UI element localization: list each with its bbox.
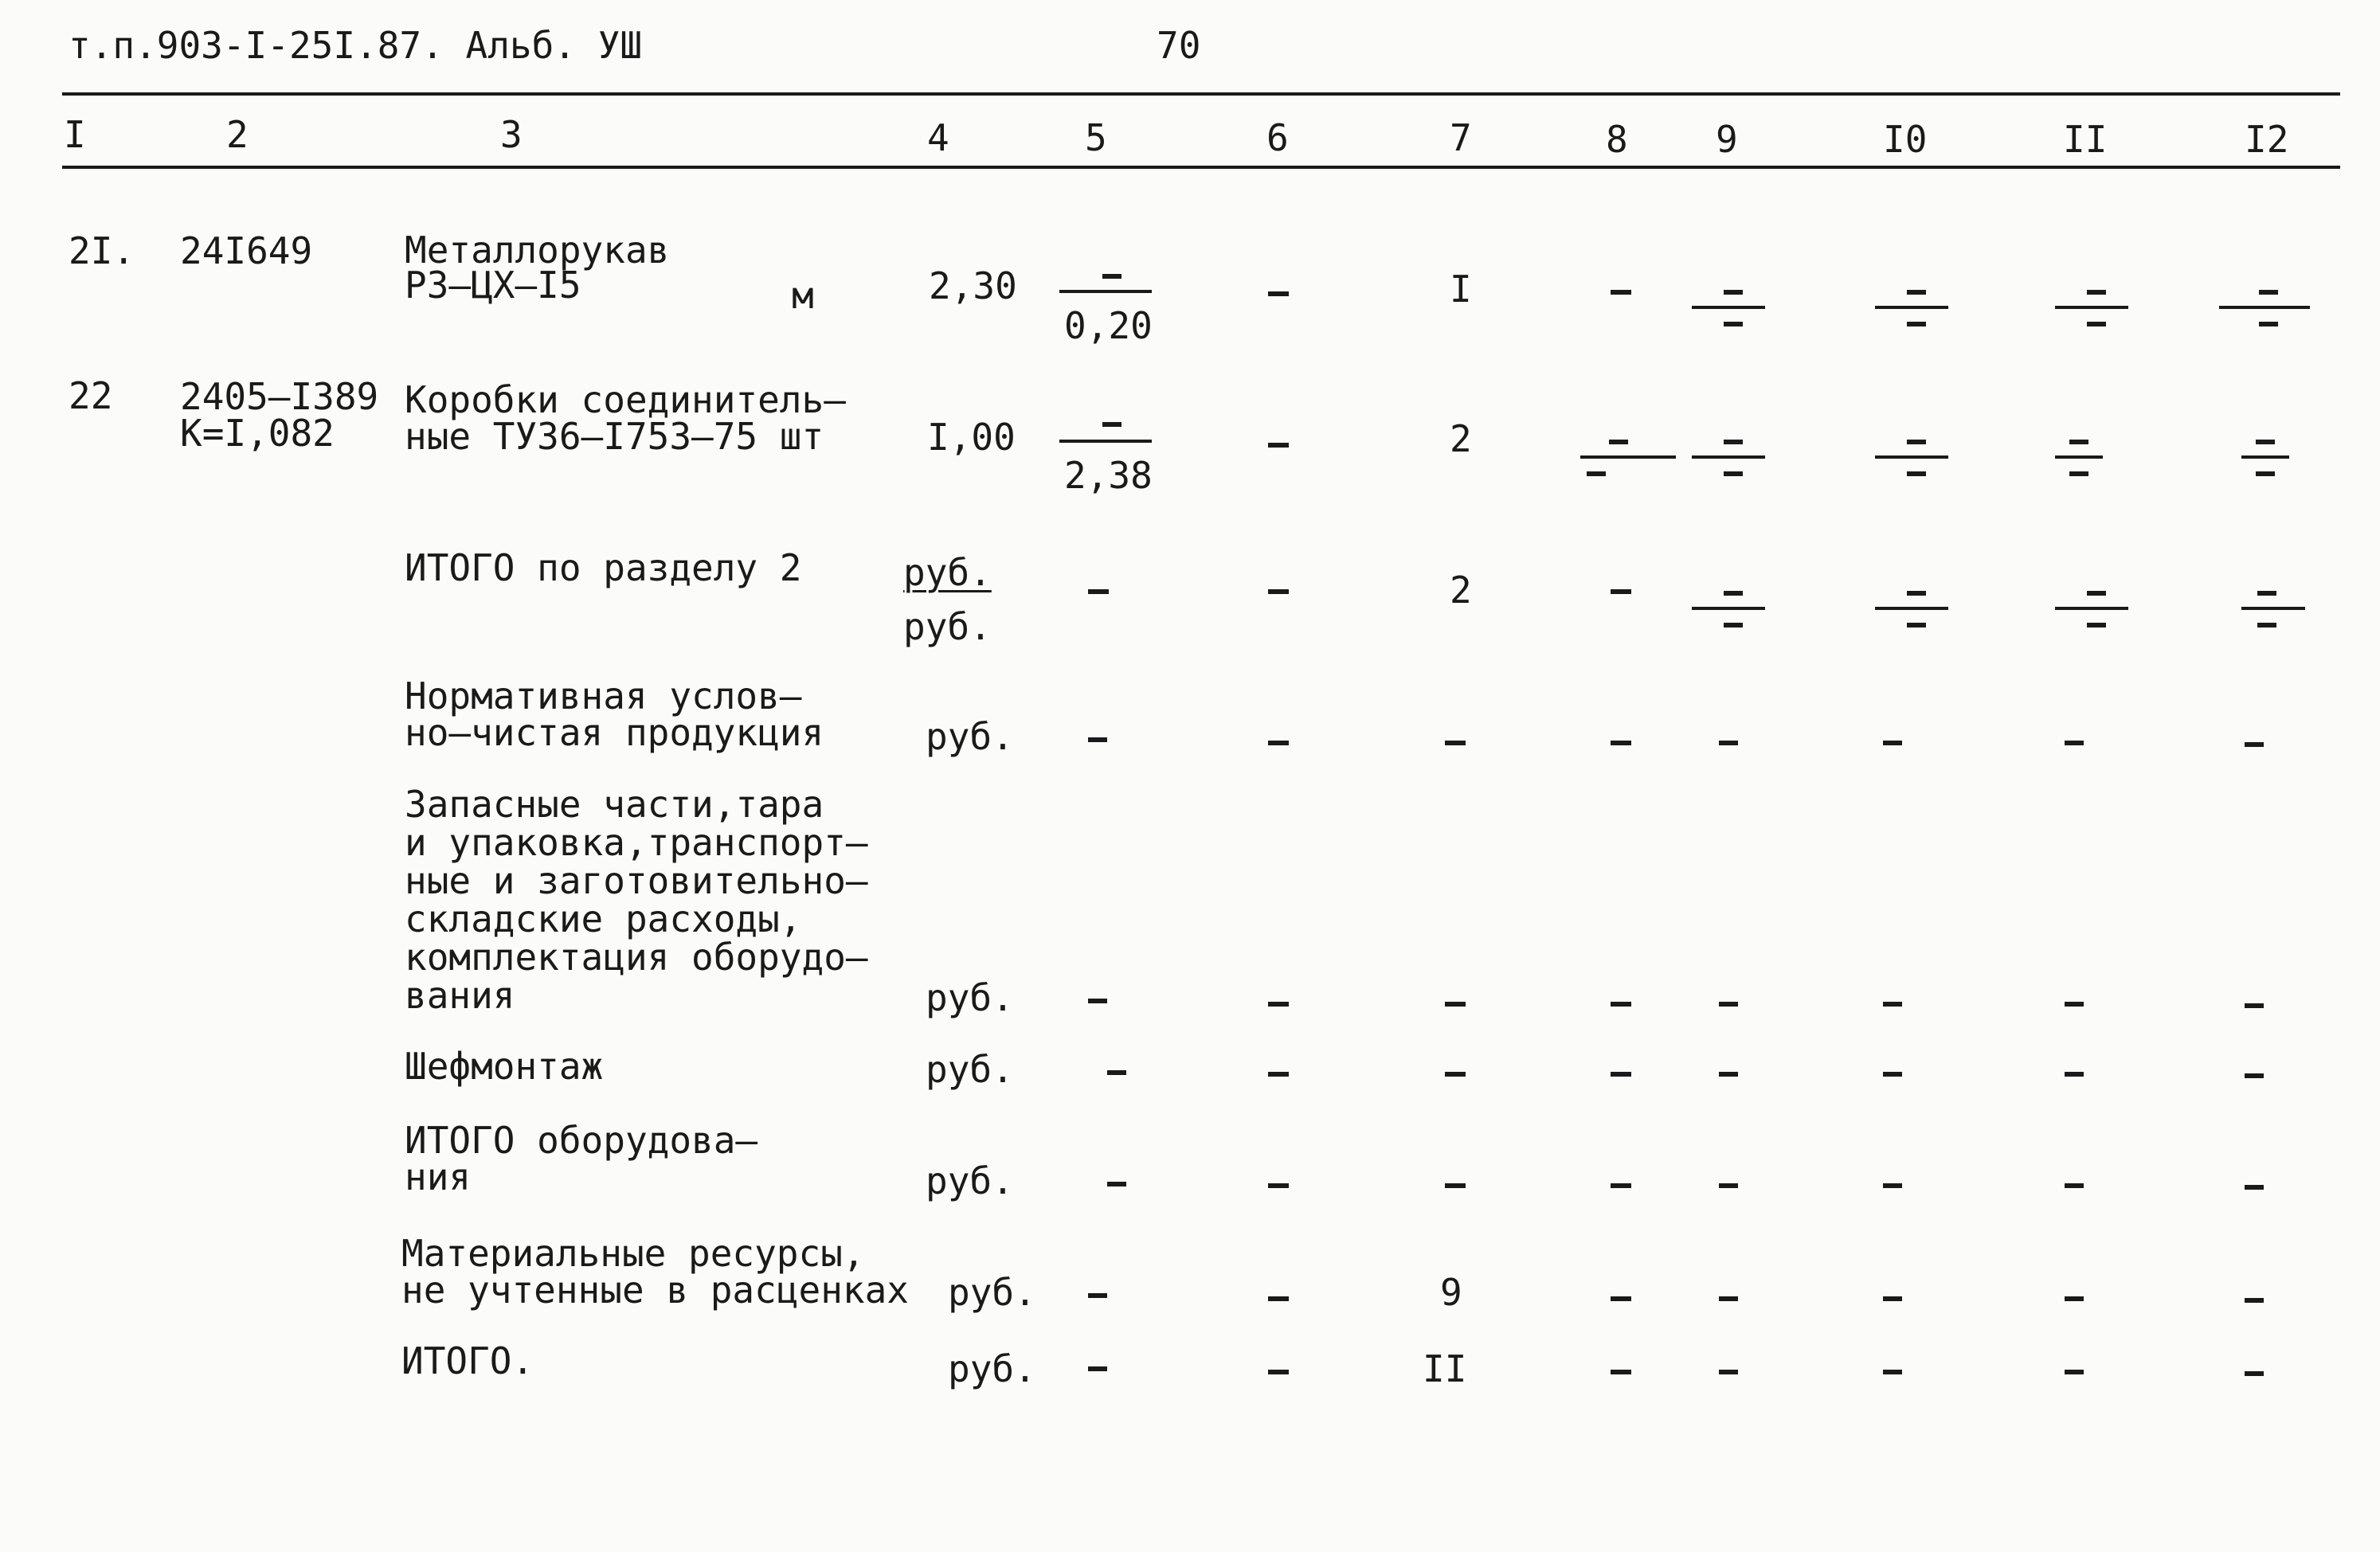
- dash: [1719, 1370, 1738, 1374]
- dash: [1719, 1296, 1738, 1301]
- row-label-line-2: ния: [405, 1155, 472, 1198]
- column-header-6: 6: [1266, 116, 1289, 159]
- column-7-value: II: [1423, 1347, 1467, 1390]
- column-7-value: 2: [1450, 417, 1472, 460]
- fraction-dash-group: [1692, 290, 1765, 330]
- row-label-line-1: Материальные ресурсы,: [401, 1232, 865, 1275]
- page-number: 70: [1157, 24, 1201, 67]
- dash: [1611, 741, 1631, 745]
- dash: [2245, 1371, 2264, 1376]
- fraction-top-dash: [1102, 274, 1121, 279]
- dash: [1611, 1296, 1631, 1301]
- dash: [2245, 1073, 2264, 1078]
- fraction-dash-group: [2055, 290, 2128, 330]
- dash: [1268, 1002, 1289, 1007]
- dash: [2245, 1003, 2264, 1008]
- fraction-dash-group: [1875, 591, 1948, 631]
- fraction-bar: [1059, 440, 1152, 443]
- column-header-4: 4: [927, 116, 949, 159]
- dash: [1268, 1296, 1289, 1301]
- column-header-2: 2: [226, 113, 249, 156]
- unit-bottom: руб.: [903, 605, 992, 648]
- item-name-line-2: ные ТУ36–I753–75 шт: [405, 415, 824, 458]
- item-code: 24I649: [180, 229, 313, 272]
- dash: [1268, 443, 1289, 448]
- row-label-line-2: не учтенные в расценках: [401, 1269, 909, 1312]
- row-number: 2I.: [69, 229, 135, 272]
- item-name-line-2: РЗ–ЦХ–I5: [405, 264, 581, 307]
- unit: руб.: [948, 1347, 1036, 1390]
- column-header-3: 3: [500, 113, 523, 156]
- row-label-line-3: ные и заготовительно–: [405, 859, 868, 902]
- fraction-bar: [1059, 290, 1152, 293]
- dash: [2245, 742, 2264, 747]
- dash: [2065, 741, 2084, 745]
- dash: [1719, 1072, 1738, 1077]
- column-header-1: I: [64, 113, 86, 156]
- row-label: ИТОГО по разделу 2: [405, 546, 802, 589]
- dash: [1883, 1183, 1902, 1188]
- dash: [1611, 1183, 1631, 1188]
- dash: [2065, 1370, 2084, 1374]
- dash: [1088, 737, 1107, 742]
- unit-top: руб.: [903, 551, 992, 594]
- fraction-bottom-value: 0,20: [1064, 304, 1153, 347]
- dash: [1883, 1072, 1902, 1077]
- dash: [1445, 741, 1466, 745]
- row-label-line-2: и упаковка,транспорт–: [405, 821, 868, 864]
- dash: [2065, 1183, 2084, 1188]
- document-reference: т.п.903-I-25I.87. Альб. УШ: [69, 24, 643, 67]
- column-header-10: I0: [1883, 118, 1928, 161]
- item-code-line-1: 2405–I389: [180, 375, 379, 418]
- dash: [2245, 1185, 2264, 1190]
- dash: [1268, 589, 1289, 594]
- fraction-dash-group: [1875, 290, 1948, 330]
- dash: [1719, 1002, 1738, 1007]
- dash: [1445, 1183, 1466, 1188]
- column-header-9: 9: [1716, 118, 1738, 161]
- fraction-dash-group: [2055, 440, 2103, 479]
- quantity: I,00: [927, 416, 1016, 459]
- fraction-dash-group: [2219, 290, 2310, 330]
- dash: [1719, 1183, 1738, 1188]
- row-label-line-4: складские расходы,: [405, 897, 802, 940]
- dash: [1107, 1070, 1126, 1075]
- unit: руб.: [926, 1048, 1014, 1091]
- row-label-line-6: вания: [405, 974, 515, 1017]
- dash: [1611, 290, 1631, 295]
- column-header-12: I2: [2245, 118, 2289, 161]
- dash: [1088, 1366, 1107, 1371]
- fraction-dash-group: [2055, 591, 2128, 631]
- dash: [1445, 1072, 1466, 1077]
- column-header-7: 7: [1450, 116, 1472, 159]
- column-header-11: II: [2063, 118, 2108, 161]
- item-code-line-2: К=I,082: [180, 412, 335, 455]
- dash: [1611, 589, 1631, 594]
- fraction-dash-group: [1580, 440, 1676, 479]
- dash: [1107, 1182, 1126, 1186]
- fraction-dash-group: [1692, 440, 1765, 479]
- fraction-dash-group: [1692, 591, 1765, 631]
- dash: [1611, 1002, 1631, 1007]
- fraction-dash-group: [1875, 440, 1948, 479]
- fraction-bottom-value: 2,38: [1064, 454, 1153, 497]
- dash: [1883, 1296, 1902, 1301]
- dash: [2245, 1298, 2264, 1303]
- row-label-line-5: комплектация оборудо–: [405, 936, 868, 979]
- dash: [1445, 1002, 1466, 1007]
- dash: [1883, 1002, 1902, 1007]
- dash: [1719, 741, 1738, 745]
- item-name-line-1: Металлорукав: [405, 229, 670, 272]
- column-7-value: 9: [1440, 1271, 1462, 1314]
- fraction-top-dash: [1102, 422, 1121, 427]
- fraction-dash-group: [2241, 591, 2305, 631]
- row-label-line-2: но–чистая продукция: [405, 711, 824, 754]
- row-number: 22: [69, 374, 113, 417]
- dash: [1883, 1370, 1902, 1374]
- unit: руб.: [948, 1271, 1036, 1314]
- quantity: 2,30: [929, 264, 1017, 307]
- dash: [1883, 741, 1902, 745]
- unit: руб.: [926, 715, 1014, 758]
- unit: руб.: [926, 1159, 1014, 1202]
- dash: [1088, 999, 1107, 1003]
- dash: [1088, 589, 1109, 594]
- row-label-line-1: Запасные части,тара: [405, 783, 824, 826]
- dash: [1268, 741, 1289, 745]
- dash: [1611, 1072, 1631, 1077]
- dash: [1268, 1370, 1289, 1374]
- row-label-line-1: ИТОГО оборудова–: [405, 1119, 758, 1162]
- row-label: Шефмонтаж: [405, 1045, 604, 1088]
- dash: [2065, 1296, 2084, 1301]
- column-header-8: 8: [1606, 118, 1628, 161]
- header-top-rule: [62, 92, 2340, 96]
- column-header-5: 5: [1085, 116, 1107, 159]
- dash: [1268, 1072, 1289, 1077]
- dash: [1268, 1183, 1289, 1188]
- dash: [2065, 1072, 2084, 1077]
- item-name-line-1: Коробки соединитель–: [405, 378, 846, 421]
- row-label-line-1: Нормативная услов–: [405, 674, 802, 717]
- unit: м: [792, 274, 814, 317]
- row-label: ИТОГО.: [401, 1339, 534, 1382]
- header-bottom-rule: [62, 166, 2340, 169]
- dash: [2065, 1002, 2084, 1007]
- dash: [1088, 1293, 1107, 1298]
- column-7-value: I: [1450, 268, 1472, 311]
- unit: руб.: [926, 976, 1014, 1019]
- column-7-value: 2: [1450, 569, 1472, 612]
- dash: [1611, 1370, 1631, 1374]
- fraction-dash-group: [2241, 440, 2289, 479]
- dash: [1268, 291, 1289, 296]
